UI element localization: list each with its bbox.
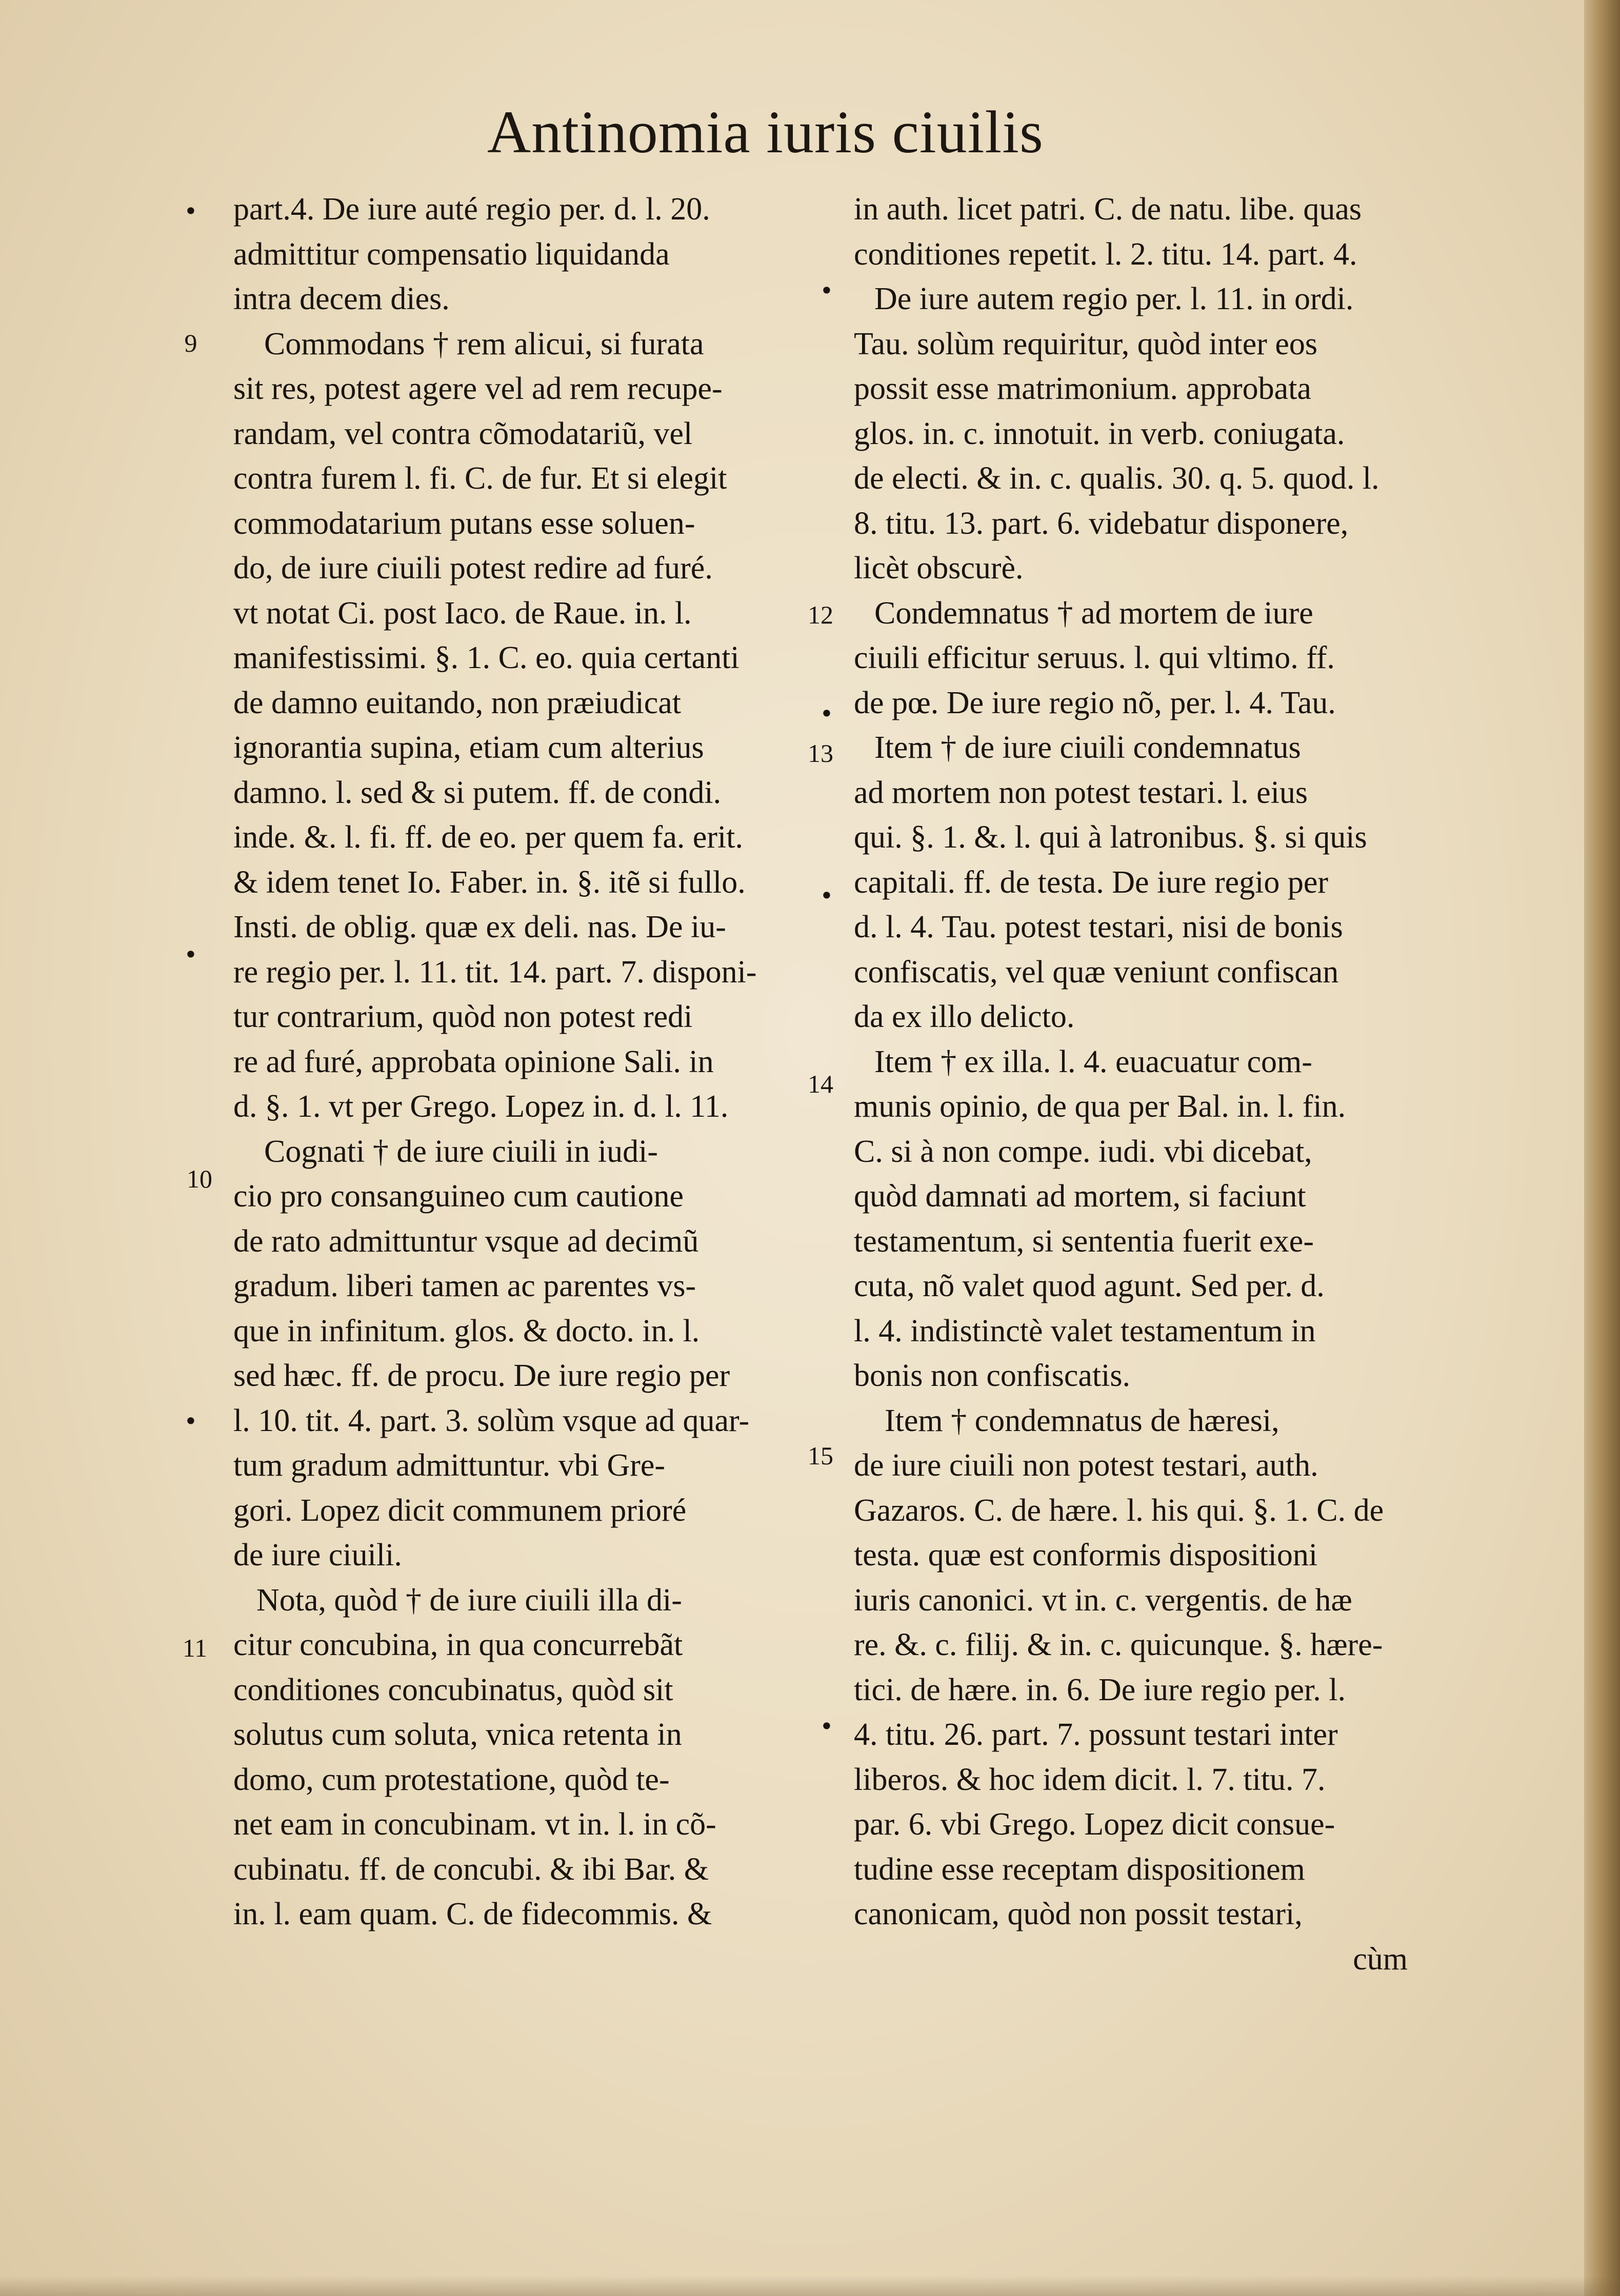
- text-line: De iure autem regio per. l. 11. in ordi.: [874, 281, 1354, 316]
- text-line: re ad furé, approbata opinione Sali. in: [233, 1044, 714, 1079]
- text-line: Item † condemnatus de hæresi,: [885, 1403, 1279, 1438]
- text-line: Gazaros. C. de hære. l. his qui. §. 1. C. de: [854, 1493, 1384, 1528]
- text-line: glos. in. c. innotuit. in verb. coniugata.: [854, 416, 1345, 451]
- section-number-15: 15: [808, 1441, 833, 1470]
- text-line: possit esse matrimonium. approbata: [854, 371, 1311, 406]
- text-line: sed hæc. ff. de procu. De iure regio per: [233, 1358, 730, 1393]
- text-line: ignorantia supina, etiam cum alterius: [233, 730, 704, 765]
- text-line: intra decem dies.: [233, 281, 450, 316]
- text-line: liberos. & hoc idem dicit. l. 7. titu. 7.: [854, 1762, 1326, 1797]
- margin-bullet: •: [819, 1713, 834, 1740]
- text-line: Commodans † rem alicui, si furata: [264, 326, 704, 361]
- text-line: da ex illo delicto.: [854, 999, 1075, 1034]
- text-line: tudine esse receptam dispositionem: [854, 1851, 1305, 1887]
- text-line: inde. &. l. fi. ff. de eo. per quem fa. erit.: [233, 820, 743, 855]
- catchword: cùm: [1353, 1941, 1408, 1977]
- text-line: de damno euitando, non præiudicat: [233, 685, 681, 720]
- text-line: Insti. de oblig. quæ ex deli. nas. De iu-: [233, 910, 726, 944]
- text-line: re regio per. l. 11. tit. 14. part. 7. disponi-: [233, 954, 757, 990]
- text-line: confiscatis, vel quæ veniunt confiscan: [854, 954, 1339, 990]
- text-line: l. 4. indistinctè valet testamentum in: [854, 1313, 1316, 1348]
- text-line: par. 6. vbi Grego. Lopez dicit consue-: [854, 1807, 1335, 1842]
- text-line: de iure ciuili non potest testari, auth.: [854, 1448, 1318, 1483]
- text-line: & idem tenet Io. Faber. in. §. itẽ si fullo.: [233, 864, 746, 900]
- text-line: munis opinio, de qua per Bal. in. l. fin.: [854, 1089, 1346, 1124]
- text-line: l. 10. tit. 4. part. 3. solùm vsque ad quar-: [233, 1403, 750, 1438]
- text-line: manifestissimi. §. 1. C. eo. quia certanti: [233, 640, 739, 675]
- text-line: cuta, nõ valet quod agunt. Sed per. d.: [854, 1268, 1325, 1303]
- page-edge: [1584, 0, 1620, 2296]
- section-number-14: 14: [808, 1070, 833, 1098]
- text-line: de pœ. De iure regio nõ, per. l. 4. Tau.: [854, 685, 1336, 720]
- text-line: cubinatu. ff. de concubi. & ibi Bar. &: [233, 1851, 709, 1887]
- text-line: iuris canonici. vt in. c. vergentis. de hæ: [854, 1582, 1352, 1618]
- text-line: contra furem l. fi. C. de fur. Et si elegit: [233, 461, 727, 496]
- margin-bullet: •: [184, 1407, 198, 1435]
- text-line: capitali. ff. de testa. De iure regio per: [854, 864, 1329, 900]
- text-line: ad mortem non potest testari. l. eius: [854, 775, 1308, 810]
- text-line: part.4. De iure auté regio per. d. l. 20.: [233, 192, 710, 227]
- text-line: net eam in concubinam. vt in. l. in cõ-: [233, 1807, 716, 1842]
- text-line: do, de iure ciuili potest redire ad furé.: [233, 551, 713, 586]
- text-line: canonicam, quòd non possit testari,: [854, 1897, 1303, 1931]
- text-line: ciuili efficitur seruus. l. qui vltimo. ff.: [854, 640, 1335, 675]
- text-line: de iure ciuili.: [233, 1538, 402, 1573]
- text-line: tur contrarium, quòd non potest redi: [233, 999, 693, 1034]
- text-line: Tau. solùm requiritur, quòd inter eos: [854, 326, 1318, 361]
- text-line: in auth. licet patri. C. de natu. libe. quas: [854, 192, 1362, 227]
- section-number-9: 9: [184, 329, 197, 357]
- text-line: gori. Lopez dicit communem prioré: [233, 1493, 687, 1528]
- text-line: Item † de iure ciuili condemnatus: [874, 730, 1301, 765]
- section-number-12: 12: [808, 600, 833, 629]
- text-line: Nota, quòd † de iure ciuili illa di-: [256, 1582, 682, 1618]
- text-line: d. l. 4. Tau. potest testari, nisi de bonis: [854, 910, 1343, 944]
- right-text-column: [854, 187, 1418, 1982]
- text-line: sit res, potest agere vel ad rem recupe-: [233, 371, 723, 406]
- text-line: in. l. eam quam. C. de fidecommis. &: [233, 1897, 712, 1931]
- margin-bullet: •: [184, 197, 198, 225]
- section-number-13: 13: [808, 739, 833, 768]
- text-line: licèt obscurè.: [854, 551, 1024, 586]
- text-line: de electi. & in. c. qualis. 30. q. 5. quod. l.: [854, 461, 1379, 496]
- running-head-title: Antinomia iuris ciuilis: [487, 98, 1044, 166]
- text-line: admittitur compensatio liquidanda: [233, 236, 670, 272]
- text-line: 4. titu. 26. part. 7. possunt testari inter: [854, 1717, 1338, 1752]
- text-line: de rato admittuntur vsque ad decimũ: [233, 1223, 699, 1259]
- text-line: 8. titu. 13. part. 6. videbatur disponere,: [854, 506, 1349, 541]
- text-line: conditiones repetit. l. 2. titu. 14. part. 4.: [854, 236, 1357, 272]
- text-line: tici. de hære. in. 6. De iure regio per. l.: [854, 1672, 1346, 1707]
- text-line: d. §. 1. vt per Grego. Lopez in. d. l. 11.: [233, 1089, 729, 1124]
- margin-bullet: •: [184, 941, 198, 969]
- section-number-11: 11: [182, 1634, 208, 1662]
- text-line: C. si à non compe. iudi. vbi dicebat,: [854, 1134, 1312, 1169]
- margin-bullet: •: [819, 277, 834, 305]
- margin-bullet: •: [819, 882, 834, 910]
- text-line: testa. quæ est conformis dispositioni: [854, 1538, 1318, 1573]
- text-line: citur concubina, in qua concurrebãt: [233, 1627, 683, 1662]
- text-line: damno. l. sed & si putem. ff. de condi.: [233, 775, 722, 810]
- margin-bullet: •: [819, 700, 834, 728]
- text-line: Item † ex illa. l. 4. euacuatur com-: [874, 1044, 1312, 1079]
- section-number-10: 10: [187, 1164, 212, 1193]
- text-line: Condemnatus † ad mortem de iure: [874, 595, 1313, 631]
- text-line: conditiones concubinatus, quòd sit: [233, 1672, 673, 1707]
- text-line: commodatarium putans esse soluen-: [233, 506, 695, 541]
- text-line: solutus cum soluta, vnica retenta in: [233, 1717, 682, 1752]
- text-line: randam, vel contra cõmodatariũ, vel: [233, 416, 693, 451]
- text-line: qui. §. 1. &. l. qui à latronibus. §. si quis: [854, 820, 1367, 855]
- text-line: bonis non confiscatis.: [854, 1358, 1130, 1393]
- text-line: gradum. liberi tamen ac parentes vs-: [233, 1268, 696, 1303]
- text-line: re. &. c. filij. & in. c. quicunque. §. hære-: [854, 1627, 1383, 1662]
- text-line: quòd damnati ad mortem, si faciunt: [854, 1179, 1306, 1214]
- text-line: vt notat Ci. post Iaco. de Raue. in. l.: [233, 595, 692, 631]
- text-line: cio pro consanguineo cum cautione: [233, 1179, 684, 1214]
- text-line: que in infinitum. glos. & docto. in. l.: [233, 1313, 700, 1348]
- text-line: Cognati † de iure ciuili in iudi-: [264, 1134, 658, 1169]
- text-line: tum gradum admittuntur. vbi Gre-: [233, 1448, 666, 1483]
- page-bottom-edge: [0, 2275, 1620, 2296]
- text-line: testamentum, si sententia fuerit exe-: [854, 1223, 1314, 1259]
- left-text-column: [233, 187, 797, 1937]
- text-line: domo, cum protestatione, quòd te-: [233, 1762, 670, 1797]
